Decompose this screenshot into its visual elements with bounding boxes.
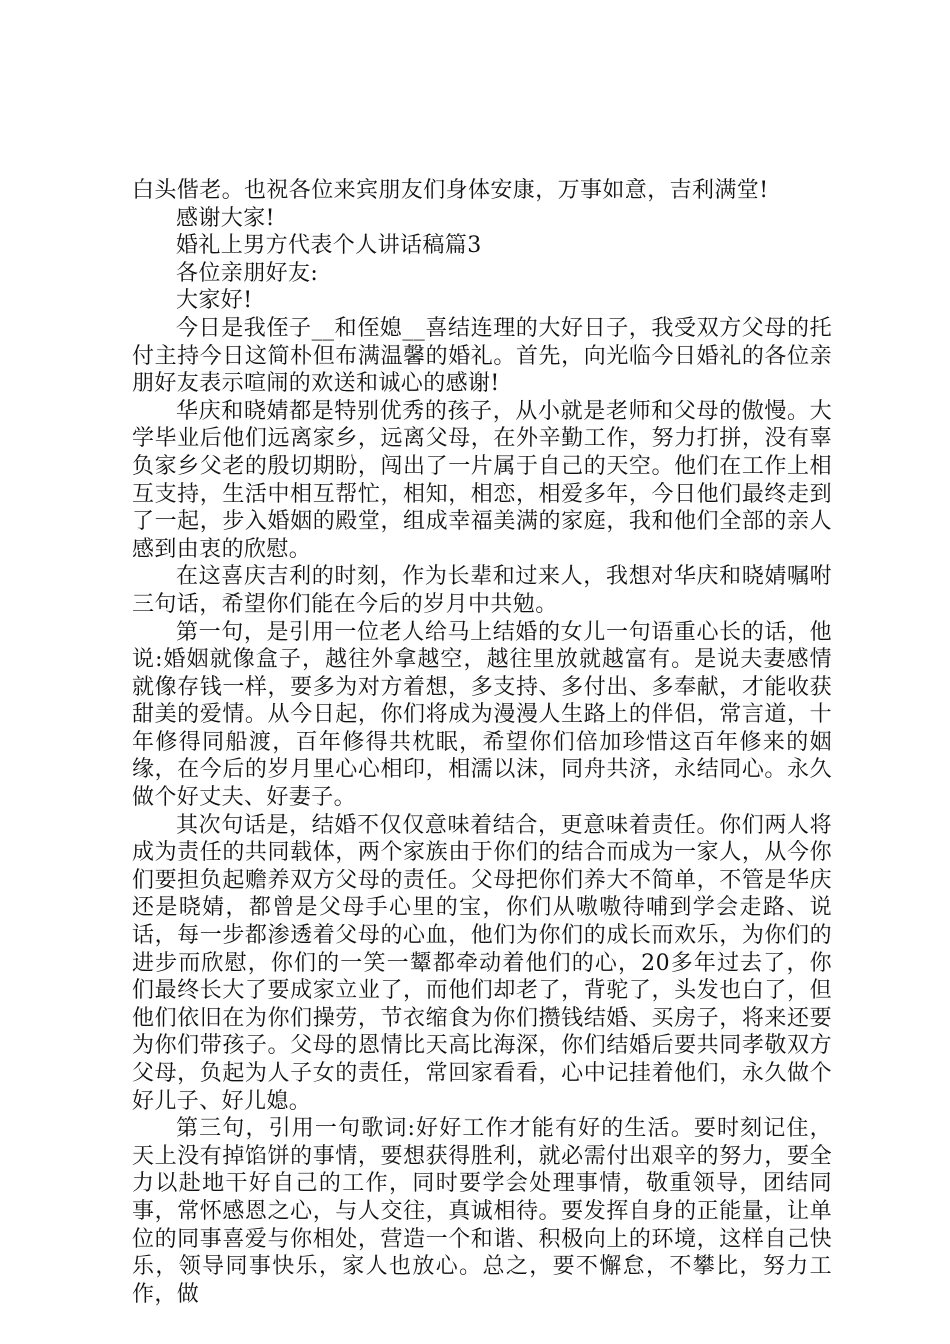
paragraph-first-word: 第一句，是引用一位老人给马上结婚的女儿一句语重心长的话，他说:婚姻就像盒子，越往外拿越空，越往里放就越富有。是说夫妻感情就像存钱一样，要多为对方着想，多支持、多付出、多奉献，才能收获甜美的爱情。从今日起，你们将成为漫漫人生路上的伴侣，常言道，十年修得同船渡，百年修得共枕眠，希望你们倍加珍惜这百年修来的姻缘，在今后的岁月里心心相印，相濡以沫，同舟共济，永结同心。永久做个好丈夫、好妻子。: [132, 619, 832, 811]
paragraph-salutation: 各位亲朋好友:: [176, 260, 319, 286]
paragraph-three-words: 在这喜庆吉利的时刻，作为长辈和过来人，我想对华庆和晓婧嘱咐三句话，希望你们能在今后的岁月中共勉。: [132, 564, 832, 617]
document-body: [132, 177, 832, 1308]
paragraph-thanks: 感谢大家!: [176, 205, 275, 231]
paragraph-closing-wish: 白头偕老。也祝各位来宾朋友们身体安康，万事如意，吉利满堂!: [132, 178, 769, 203]
paragraph-third-word: 第三句，引用一句歌词:好好工作才能有好的生活。要时刻记住，天上没有掉馅饼的事情，要想获得胜利，就必需付出艰辛的努力，要全力以赴地干好自己的工作，同时要学会处理事情，敬重领导，团结同事，常怀感恩之心，与人交往，真诚相待。要发挥自身的正能量，让单位的同事喜爱与你相处，营造一个和谐、积极向上的环境，这样自己快乐，领导同事快乐，家人也放心。总之，要不懈怠，不攀比，努力工作，做: [132, 1116, 832, 1307]
paragraph-couple-intro: 华庆和晓婧都是特别优秀的孩子，从小就是老师和父母的傲慢。大学毕业后他们远离家乡，远离父母，在外辛勤工作，努力打拼，没有辜负家乡父老的殷切期盼，闯出了一片属于自己的天空。他们在工作上相互支持，生活中相互帮忙，相知，相恋，相爱多年，今日他们最终走到了一起，步入婚姻的殿堂，组成幸福美满的家庭，我和他们全部的亲人感到由衷的欣慰。: [132, 398, 832, 562]
paragraph-greeting: 大家好!: [176, 288, 253, 314]
paragraph-second-word: 其次句话是，结婚不仅仅意味着结合，更意味着责任。你们两人将成为责任的共同载体，两个家族由于你们的结合而成为一家人，从今你们要担负起赡养双方父母的责任。父母把你们养大不简单，不管是华庆还是晓婧，都曾是父母手心里的宝，你们从嗷嗷待哺到学会走路、说话，每一步都渗透着父母的心血，他们为你们的成长而欢乐，为你们的进步而欣慰，你们的一笑一颦都牵动着他们的心，20多年过去了，你们最终长大了要成家立业了，而他们却老了，背驼了，头发也白了，但他们依旧在为你们操劳，节衣缩食为你们攒钱结婚、买房子，将来还要为你们带孩子。父母的恩情比天高比海深，你们结婚后要共同孝敬双方父母，负起为人子女的责任，常回家看看，心中记挂着他们，永久做个好儿子、好儿媳。: [132, 812, 832, 1114]
section-heading: 婚礼上男方代表个人讲话稿篇3: [176, 233, 482, 259]
paragraph-opening: 今日是我侄子__和侄媳__喜结连理的大好日子，我受双方父母的托付主持今日这简朴但布满温馨的婚礼。首先，向光临今日婚礼的各位亲朋好友表示喧闹的欢送和诚心的感谢!: [132, 315, 832, 397]
